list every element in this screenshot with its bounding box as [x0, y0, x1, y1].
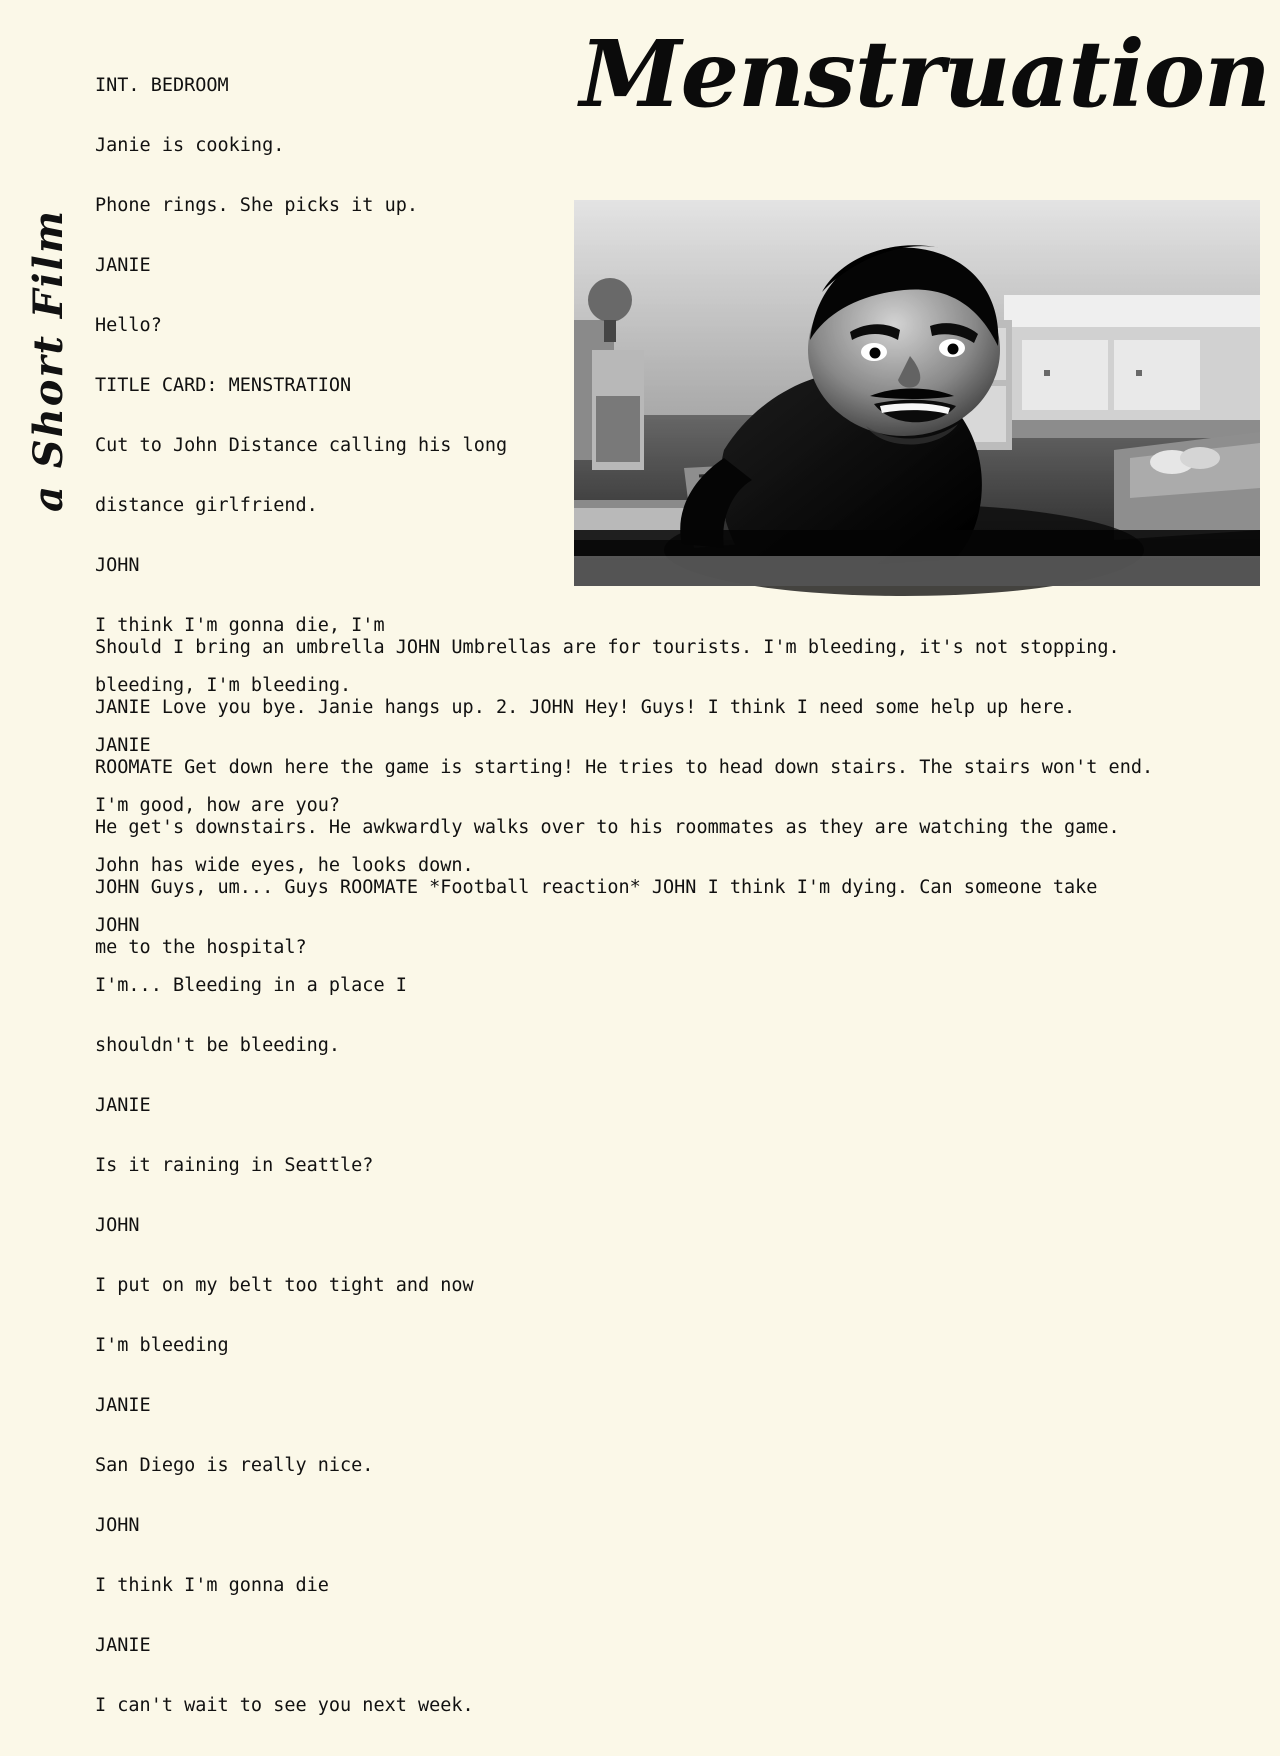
script-line: Phone rings. She picks it up. [95, 195, 419, 216]
script-line: JANIE [95, 1095, 151, 1116]
script-line: Is it raining in Seattle? [95, 1155, 374, 1176]
side-label [14, 160, 84, 560]
script-line: JANIE [95, 735, 151, 756]
bottom-line: JOHN Guys, um... Guys ROOMATE *Football reaction* JOHN I think I'm dying. Can someone take [95, 877, 1098, 898]
page-title: Menstruation [579, 20, 1270, 128]
bottom-line: He get's downstairs. He awkwardly walks over to his roommates as they are watching the game. [95, 817, 1120, 838]
script-line: JOHN [95, 915, 140, 936]
side-label-text: a Short Film [25, 208, 73, 512]
script-line: JANIE [95, 255, 151, 276]
script-line: I'm bleeding [95, 1335, 229, 1356]
script-line: distance girlfriend. [95, 495, 318, 516]
script-line: San Diego is really nice. [95, 1455, 374, 1476]
script-line: JANIE [95, 1395, 151, 1416]
script-line: JOHN [95, 1515, 140, 1536]
script-line: I can't wait to see you next week. [95, 1695, 474, 1716]
bottom-screenplay-text [95, 598, 1250, 998]
script-line: TITLE CARD: MENSTRATION [95, 375, 352, 396]
bottom-line: JANIE Love you bye. Janie hangs up. 2. JOHN Hey! Guys! I think I need some help up here. [95, 697, 1076, 718]
script-line: shouldn't be bleeding. [95, 1035, 341, 1056]
script-line: I'm good, how are you? [95, 795, 341, 816]
script-line: JANIE [95, 1635, 151, 1656]
script-line: I think I'm gonna die, I'm [95, 615, 385, 636]
photo-illustration [574, 200, 1260, 586]
script-line: Janie is cooking. [95, 135, 285, 156]
script-line: Cut to John Distance calling his long [95, 435, 508, 456]
bottom-line: me to the hospital? [95, 937, 307, 958]
bottom-line: ROOMATE Get down here the game is starting! He tries to head down stairs. The stairs won't end. [95, 757, 1154, 778]
script-line: INT. BEDROOM [95, 75, 229, 96]
script-line: bleeding, I'm bleeding. [95, 675, 352, 696]
film-still-photo [574, 200, 1260, 586]
bottom-line: Should I bring an umbrella JOHN Umbrellas are for tourists. I'm bleeding, it's not stopping. [95, 637, 1120, 658]
script-line: Hello? [95, 315, 162, 336]
script-line: John has wide eyes, he looks down. [95, 855, 474, 876]
script-line: JOHN [95, 555, 140, 576]
script-line: JOHN [95, 1215, 140, 1236]
script-line: I put on my belt too tight and now [95, 1275, 474, 1296]
script-line: I'm... Bleeding in a place I [95, 975, 407, 996]
script-line: I think I'm gonna die [95, 1575, 329, 1596]
